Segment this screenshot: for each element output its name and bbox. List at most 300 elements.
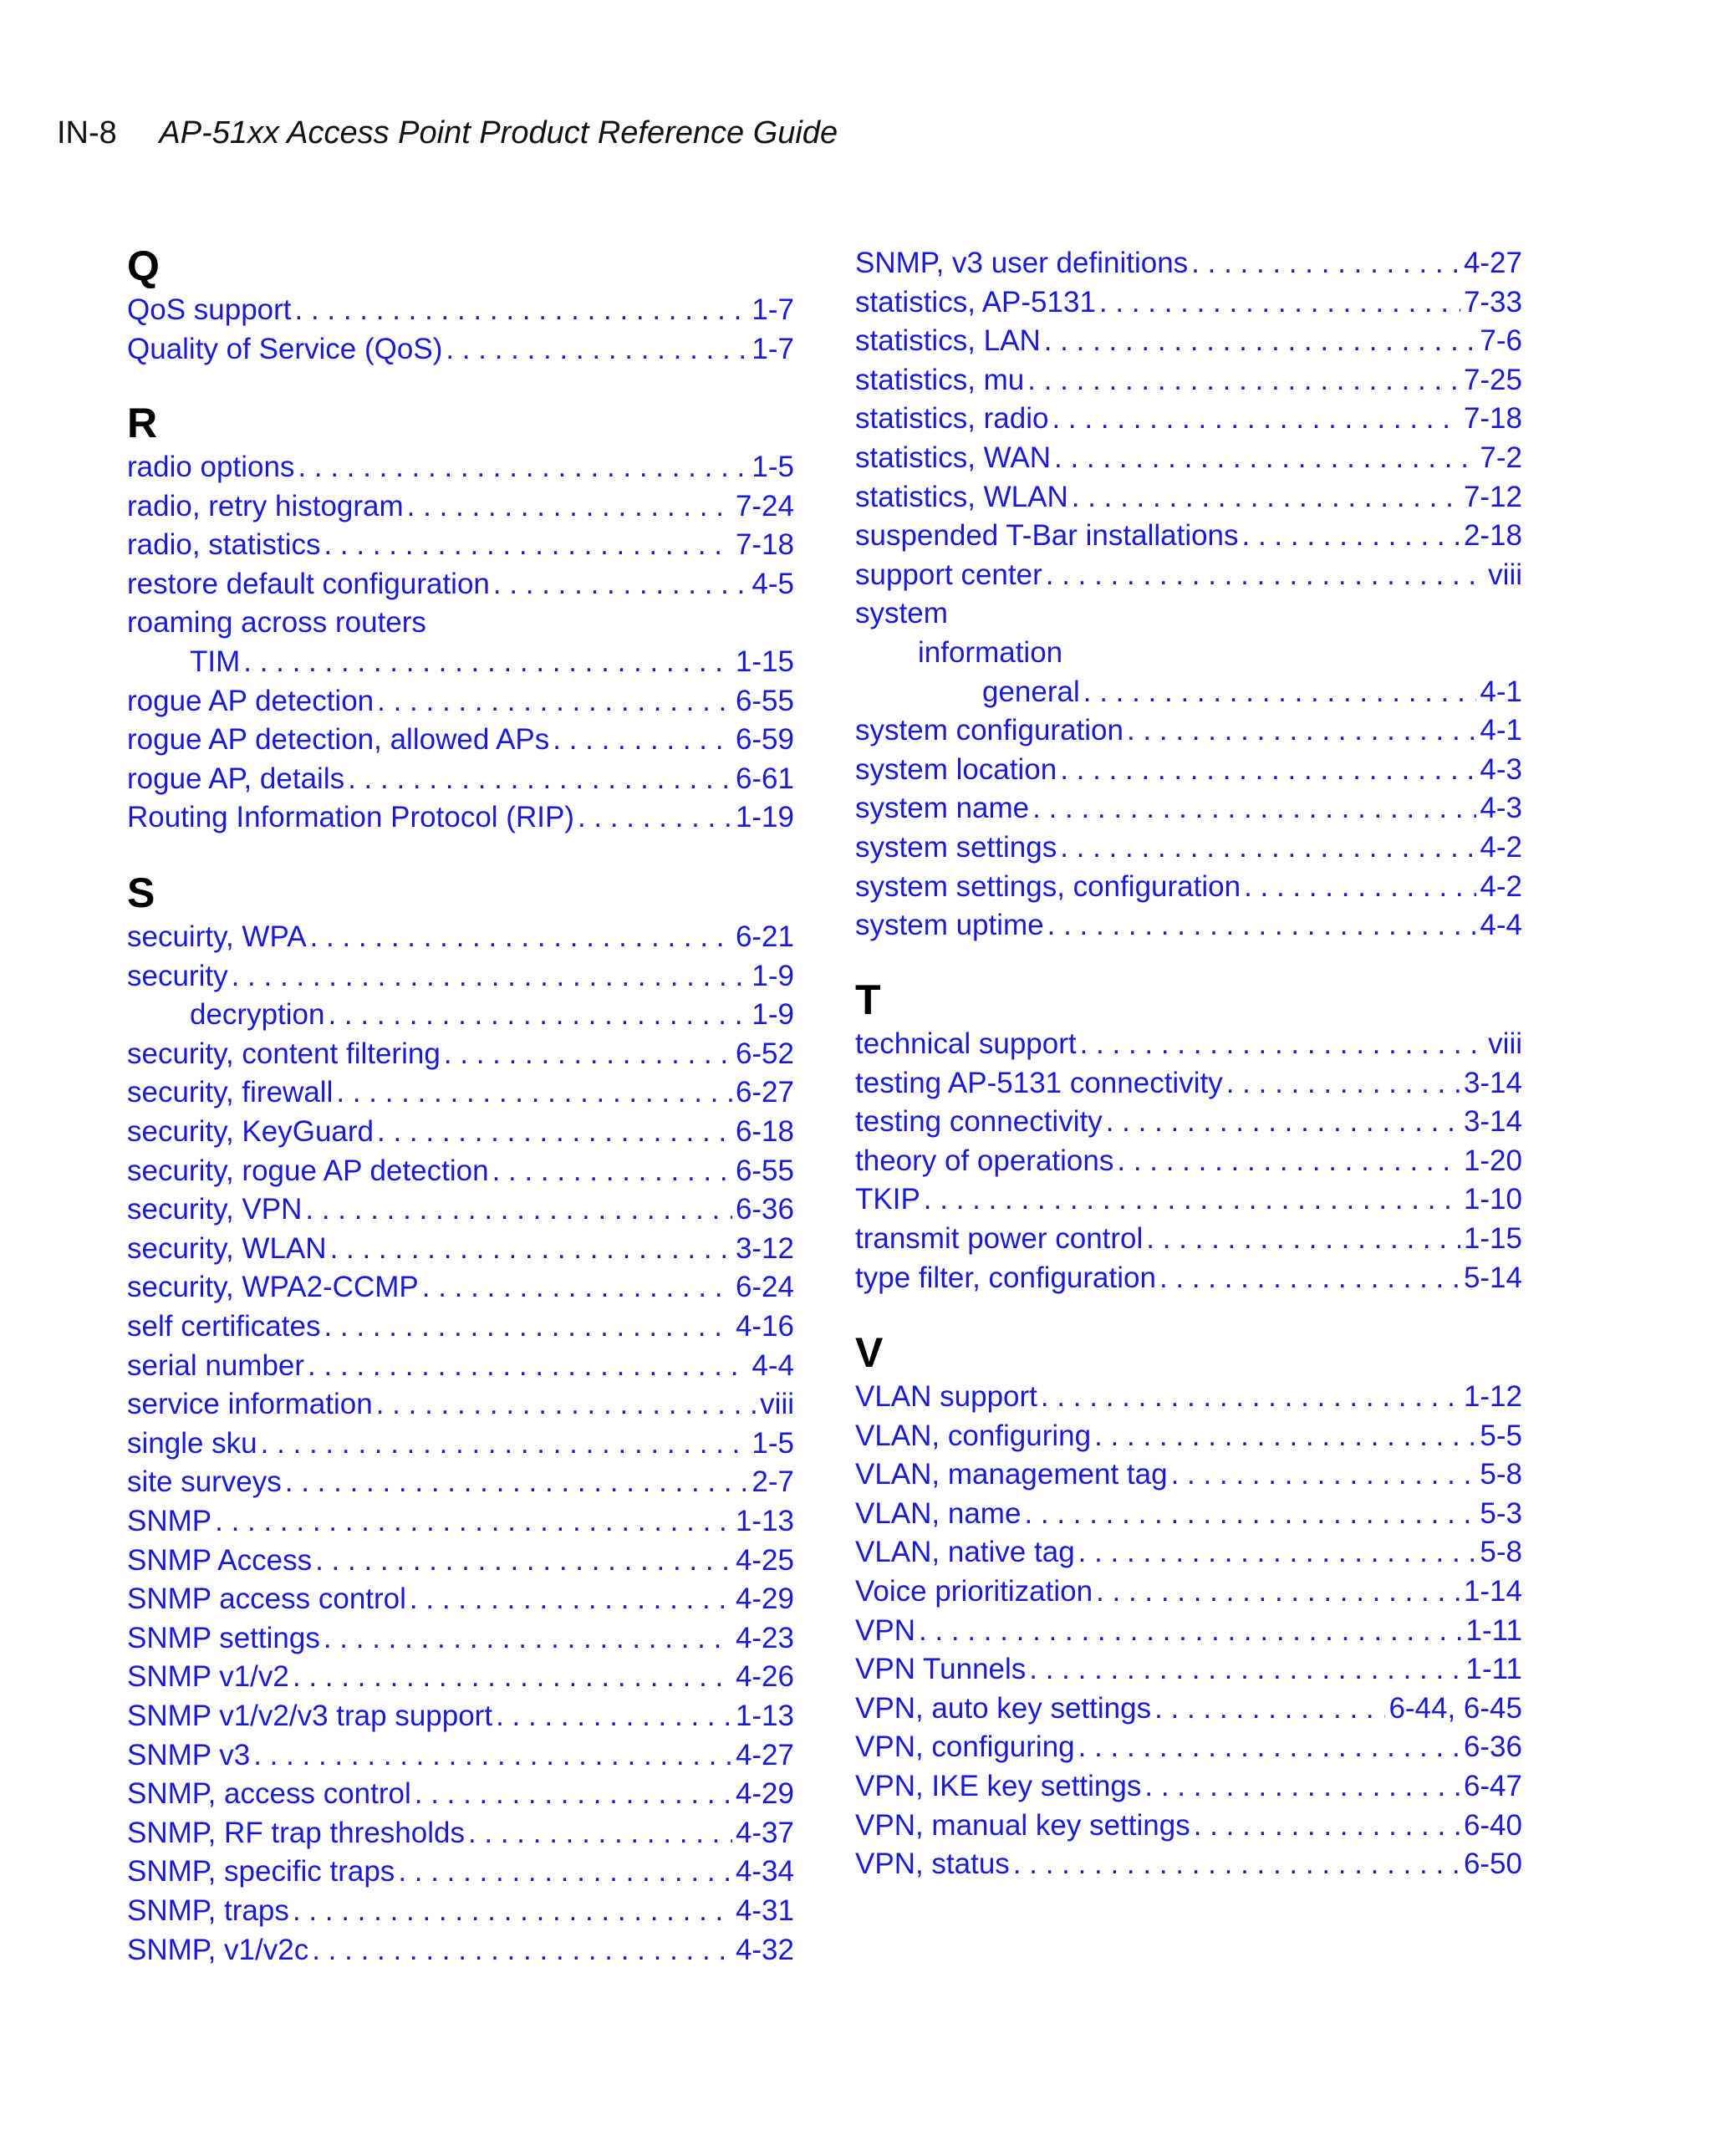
- index-page-ref: 1-13: [735, 1700, 794, 1732]
- index-term: statistics, WAN: [855, 441, 1051, 474]
- index-entry[interactable]: [127, 1931, 794, 1970]
- index-page-ref: 4-29: [735, 1777, 794, 1811]
- index-page-ref: 5-14: [1463, 1261, 1522, 1294]
- index-term: roaming across routers: [127, 606, 426, 640]
- index-page-ref: 1-14: [1463, 1575, 1522, 1608]
- dot-leader: [398, 1853, 732, 1891]
- index-entry[interactable]: [127, 1190, 794, 1229]
- dot-leader: [328, 996, 748, 1034]
- dot-leader: [1047, 906, 1477, 945]
- index-term: system location: [855, 752, 1057, 786]
- index-term: transmit power control: [855, 1222, 1144, 1255]
- index-page-ref: 1-15: [1463, 1222, 1522, 1255]
- index-entry[interactable]: [855, 400, 1522, 438]
- index-page-ref: 7-2: [1480, 441, 1522, 474]
- index-page-ref: 1-13: [735, 1505, 794, 1537]
- index-term: type filter, configuration: [855, 1261, 1156, 1294]
- index-entry[interactable]: [190, 996, 794, 1034]
- index-page-ref: 4-3: [1480, 792, 1522, 825]
- dot-leader: [1080, 1025, 1485, 1063]
- index-page-ref: 1-7: [752, 293, 794, 326]
- index-page-ref: 7-25: [1463, 363, 1522, 396]
- index-entry[interactable]: [855, 1142, 1522, 1180]
- index-term: secuirty, WPA: [127, 920, 307, 953]
- index-page-ref: 4-23: [735, 1621, 794, 1654]
- index-term: system uptime: [855, 909, 1044, 942]
- index-page-ref: 5-8: [1480, 1536, 1522, 1569]
- index-term: TIM: [190, 645, 241, 678]
- index-term: SNMP v3: [127, 1738, 251, 1771]
- index-term: SNMP: [127, 1505, 212, 1537]
- index-page-ref: 6-21: [735, 920, 794, 953]
- index-page-ref: 4-26: [735, 1660, 794, 1694]
- index-page-ref: 7-18: [1463, 402, 1522, 436]
- index-term: SNMP access control: [127, 1583, 406, 1616]
- index-page-ref: 1-9: [752, 959, 794, 992]
- section-letter-t: T: [855, 976, 881, 1023]
- dot-leader: [1226, 1064, 1460, 1103]
- index-entry[interactable]: [127, 1736, 794, 1775]
- index-page-ref: 4-27: [735, 1738, 794, 1771]
- index-term: VPN, IKE key settings: [855, 1770, 1142, 1802]
- index-page-ref: 6-24: [735, 1271, 794, 1304]
- index-entry[interactable]: [127, 1697, 794, 1736]
- index-entry[interactable]: [855, 1690, 1522, 1728]
- index-entry[interactable]: [127, 721, 794, 759]
- dot-leader: [1244, 868, 1476, 906]
- index-page-ref: 1-9: [752, 998, 794, 1032]
- index-term: testing AP-5131 connectivity: [855, 1066, 1223, 1099]
- index-page-ref: 4-1: [1480, 714, 1522, 747]
- index-entry[interactable]: [855, 1845, 1522, 1883]
- index-term: rogue AP detection: [127, 684, 374, 717]
- dot-leader: [1046, 556, 1485, 594]
- index-entry[interactable]: [855, 1650, 1522, 1689]
- index-page-ref: 4-37: [735, 1816, 794, 1849]
- dot-leader: [919, 1612, 1463, 1650]
- index-page-ref: 7-24: [735, 489, 794, 522]
- index-page-ref: 6-47: [1463, 1770, 1522, 1802]
- dot-leader: [324, 526, 731, 564]
- dot-leader: [377, 1113, 732, 1151]
- dot-leader: [1146, 1220, 1460, 1258]
- index-term: SNMP settings: [127, 1621, 320, 1654]
- index-entry[interactable]: [127, 1307, 794, 1346]
- index-entry[interactable]: [855, 439, 1522, 477]
- index-entry[interactable]: [127, 918, 794, 956]
- dot-leader: [1159, 1259, 1460, 1297]
- index-page-ref: 7-33: [1463, 285, 1522, 319]
- index-entry[interactable]: [127, 291, 794, 329]
- index-term: service information: [127, 1388, 373, 1421]
- index-page-ref: 1-5: [752, 451, 794, 483]
- index-page-ref: 7-18: [735, 528, 794, 562]
- index-term: security, WPA2-CCMP: [127, 1271, 419, 1304]
- index-page-ref: 5-8: [1480, 1458, 1522, 1491]
- index-entry[interactable]: [855, 1767, 1522, 1806]
- section-letter-r: R: [127, 400, 158, 446]
- index-page-ref: viii: [760, 1388, 794, 1421]
- dot-leader: [324, 1307, 731, 1346]
- index-entry[interactable]: [855, 361, 1522, 400]
- index-entry[interactable]: [127, 957, 794, 996]
- dot-leader: [1027, 361, 1460, 400]
- index-entry[interactable]: [855, 1180, 1522, 1219]
- index-term: VLAN, management tag: [855, 1458, 1168, 1491]
- index-entry[interactable]: [855, 1572, 1522, 1611]
- index-entry[interactable]: [127, 1892, 794, 1930]
- index-entry[interactable]: [127, 1073, 794, 1112]
- index-page-ref: 1-15: [735, 645, 794, 678]
- index-entry[interactable]: [127, 1542, 794, 1580]
- index-page-ref: 6-55: [735, 684, 794, 717]
- index-page-ref: 4-34: [735, 1855, 794, 1888]
- index-entry[interactable]: [127, 1152, 794, 1190]
- index-term: technical support: [855, 1027, 1077, 1060]
- index-page-ref: 6-50: [1463, 1848, 1522, 1881]
- index-term: self certificates: [127, 1310, 321, 1343]
- index-entry[interactable]: [982, 673, 1522, 711]
- index-page-ref: 2-18: [1463, 519, 1522, 553]
- dot-leader: [1060, 828, 1476, 867]
- index-page-ref: 6-18: [735, 1115, 794, 1148]
- index-entry[interactable]: [127, 526, 794, 564]
- dot-leader: [1024, 1495, 1476, 1533]
- index-term: system settings: [855, 831, 1057, 864]
- index-term: theory of operations: [855, 1144, 1114, 1177]
- index-entry[interactable]: [855, 1807, 1522, 1845]
- index-entry[interactable]: [855, 244, 1522, 283]
- dot-leader: [310, 918, 732, 956]
- dot-leader: [1096, 1572, 1460, 1611]
- index-term: SNMP, RF trap thresholds: [127, 1816, 465, 1849]
- index-entry[interactable]: [127, 1230, 794, 1268]
- index-term: security, WLAN: [127, 1231, 327, 1265]
- index-entry[interactable]: [127, 1775, 794, 1813]
- index-term: SNMP, traps: [127, 1894, 289, 1927]
- section-letter-v: V: [855, 1329, 884, 1376]
- dot-leader: [324, 1619, 732, 1658]
- dot-leader: [253, 1736, 732, 1775]
- index-entry[interactable]: [127, 1035, 794, 1073]
- index-term: VLAN, name: [855, 1496, 1022, 1530]
- index-entry[interactable]: [855, 1378, 1522, 1416]
- dot-leader: [261, 1425, 749, 1463]
- index-entry[interactable]: [127, 1658, 794, 1696]
- index-term: system: [855, 597, 948, 630]
- index-page-ref: 3-12: [735, 1231, 794, 1265]
- index-term: security, VPN: [127, 1193, 303, 1226]
- index-page-ref: 1-11: [1465, 1613, 1522, 1647]
- dot-leader: [243, 643, 732, 681]
- index-page-ref: 7-6: [1480, 324, 1522, 358]
- index-term: rogue AP, details: [127, 762, 345, 795]
- index-page-ref: 4-3: [1480, 752, 1522, 786]
- index-page-ref: 5-3: [1480, 1496, 1522, 1530]
- dot-leader: [422, 1268, 732, 1307]
- index-term: support center: [855, 558, 1042, 591]
- index-term: VLAN, native tag: [855, 1536, 1075, 1569]
- dot-leader: [444, 1035, 732, 1073]
- index-term: restore default configuration: [127, 567, 490, 600]
- dot-leader: [1078, 1533, 1477, 1572]
- index-term: information: [918, 636, 1063, 669]
- index-page-ref: 4-4: [752, 1348, 794, 1382]
- dot-leader: [492, 1152, 732, 1190]
- dot-leader: [336, 1073, 732, 1112]
- index-entry[interactable]: [127, 565, 794, 604]
- section-letter-q: Q: [127, 242, 160, 289]
- dot-leader: [1052, 400, 1460, 438]
- index-page-ref: viii: [1488, 1027, 1522, 1060]
- dot-leader: [1072, 478, 1460, 517]
- index-page-ref: 1-12: [1463, 1380, 1522, 1413]
- index-entry[interactable]: [190, 643, 794, 681]
- dot-leader: [1083, 673, 1477, 711]
- dot-leader: [1099, 283, 1460, 322]
- index-term: security, rogue AP detection: [127, 1154, 489, 1187]
- index-entry[interactable]: [855, 1220, 1522, 1258]
- index-term: SNMP, v1/v2c: [127, 1933, 309, 1966]
- index-entry[interactable]: [855, 1728, 1522, 1766]
- dot-leader: [407, 487, 732, 526]
- index-page-ref: 3-14: [1463, 1066, 1522, 1099]
- dot-leader: [1029, 1650, 1462, 1689]
- index-entry[interactable]: [855, 517, 1522, 555]
- index-page-ref: 4-5: [752, 567, 794, 600]
- index-entry[interactable]: [127, 1347, 794, 1385]
- index-page-ref: 1-11: [1465, 1653, 1522, 1686]
- dot-leader: [924, 1180, 1460, 1219]
- index-entry[interactable]: [855, 711, 1522, 750]
- dot-leader: [446, 330, 748, 369]
- index-entry[interactable]: [127, 1463, 794, 1501]
- index-entry[interactable]: [855, 594, 1522, 633]
- index-page-ref: 6-59: [735, 723, 794, 757]
- index-page-ref: 7-12: [1463, 480, 1522, 513]
- index-term: VPN Tunnels: [855, 1653, 1027, 1686]
- index-term: suspended T-Bar installations: [855, 519, 1239, 553]
- index-term: statistics, LAN: [855, 324, 1041, 358]
- index-page-ref: 1-19: [735, 801, 794, 834]
- index-term: security, firewall: [127, 1076, 334, 1109]
- index-page-ref: 1-10: [1463, 1183, 1522, 1216]
- index-term: VLAN support: [855, 1380, 1037, 1413]
- index-page-ref: 4-1: [1480, 675, 1522, 708]
- index-page-ref: 6-55: [735, 1154, 794, 1187]
- index-term: QoS support: [127, 293, 292, 326]
- index-entry[interactable]: [127, 1113, 794, 1151]
- index-entry[interactable]: [127, 682, 794, 721]
- dot-leader: [305, 1190, 732, 1229]
- index-term: single sku: [127, 1426, 257, 1460]
- index-entry[interactable]: [855, 478, 1522, 517]
- dot-leader: [1171, 1455, 1477, 1494]
- page-header: [57, 115, 838, 151]
- dot-leader: [1106, 1103, 1460, 1141]
- index-page-ref: 4-16: [735, 1310, 794, 1343]
- index-entry[interactable]: [127, 487, 794, 526]
- index-term: SNMP v1/v2/v3 trap support: [127, 1700, 493, 1732]
- index-page-ref: 6-27: [735, 1076, 794, 1109]
- index-entry[interactable]: [127, 330, 794, 369]
- dot-leader: [293, 1658, 732, 1696]
- index-entry[interactable]: [127, 1853, 794, 1891]
- dot-leader: [295, 291, 749, 329]
- index-term: security: [127, 959, 228, 992]
- index-term: VPN: [855, 1613, 915, 1647]
- index-term: site surveys: [127, 1465, 282, 1499]
- index-term: SNMP Access: [127, 1543, 313, 1577]
- dot-leader: [293, 1892, 732, 1930]
- index-entry[interactable]: [855, 1064, 1522, 1103]
- index-page-ref: 4-32: [735, 1933, 794, 1966]
- dot-leader: [578, 798, 732, 837]
- index-term: statistics, WLAN: [855, 480, 1068, 513]
- index-entry[interactable]: [855, 1612, 1522, 1650]
- dot-leader: [1060, 751, 1476, 789]
- index-entry[interactable]: [855, 322, 1522, 360]
- dot-leader: [1032, 789, 1476, 828]
- index-entry[interactable]: [855, 1533, 1522, 1572]
- guide-title: AP-51xx Access Point Product Reference Guide: [159, 115, 838, 150]
- index-page-ref: 4-2: [1480, 869, 1522, 903]
- index-entry[interactable]: [855, 556, 1522, 594]
- index-page-ref: 4-31: [735, 1894, 794, 1927]
- index-entry[interactable]: [855, 1103, 1522, 1141]
- index-entry[interactable]: [855, 828, 1522, 867]
- dot-leader: [493, 565, 749, 604]
- index-entry[interactable]: [855, 1025, 1522, 1063]
- page-number: IN-8: [57, 115, 117, 150]
- index-term: testing connectivity: [855, 1105, 1103, 1139]
- index-page-ref: 4-4: [1480, 909, 1522, 942]
- dot-leader: [1117, 1142, 1460, 1180]
- index-page-ref: 4-2: [1480, 831, 1522, 864]
- index-entry[interactable]: [855, 1259, 1522, 1297]
- index-entry[interactable]: [855, 906, 1522, 945]
- index-entry[interactable]: [127, 604, 794, 642]
- index-page-ref: 2-7: [752, 1465, 794, 1499]
- index-term: VPN, configuring: [855, 1730, 1075, 1764]
- index-entry[interactable]: [127, 1268, 794, 1307]
- dot-leader: [415, 1775, 732, 1813]
- dot-leader: [377, 682, 732, 721]
- index-page-ref: 6-52: [735, 1037, 794, 1070]
- index-entry[interactable]: [127, 1814, 794, 1853]
- index-page-ref: 6-61: [735, 762, 794, 795]
- index-term: SNMP, access control: [127, 1777, 411, 1811]
- index-term: rogue AP detection, allowed APs: [127, 723, 550, 757]
- dot-leader: [496, 1697, 732, 1736]
- dot-leader: [308, 1347, 748, 1385]
- index-entry[interactable]: [127, 760, 794, 798]
- index-page-ref: 4-29: [735, 1583, 794, 1616]
- index-page-ref: 6-40: [1463, 1808, 1522, 1842]
- index-entry[interactable]: [127, 1580, 794, 1618]
- index-entry[interactable]: [855, 1495, 1522, 1533]
- index-term: VPN, auto key settings: [855, 1691, 1152, 1725]
- index-term: system configuration: [855, 714, 1124, 747]
- index-entry[interactable]: [855, 789, 1522, 828]
- index-term: serial number: [127, 1348, 305, 1382]
- index-term: system settings, configuration: [855, 869, 1241, 903]
- index-term: Voice prioritization: [855, 1575, 1093, 1608]
- dot-leader: [410, 1580, 732, 1618]
- index-entry[interactable]: [855, 868, 1522, 906]
- index-entry[interactable]: [855, 1455, 1522, 1494]
- index-entry[interactable]: [127, 1619, 794, 1658]
- dot-leader: [348, 760, 732, 798]
- index-page-ref: 4-27: [1463, 247, 1522, 279]
- section-letter-s: S: [127, 869, 155, 916]
- index-term: TKIP: [855, 1183, 920, 1216]
- dot-leader: [1054, 439, 1476, 477]
- dot-leader: [553, 721, 732, 759]
- dot-leader: [1078, 1728, 1460, 1766]
- index-term: statistics, radio: [855, 402, 1049, 436]
- index-term: general: [982, 675, 1080, 708]
- index-term: statistics, mu: [855, 363, 1025, 396]
- dot-leader: [468, 1814, 732, 1853]
- index-entry[interactable]: [855, 751, 1522, 789]
- index-entry[interactable]: [855, 283, 1522, 322]
- index-entry[interactable]: [855, 1417, 1522, 1455]
- dot-leader: [215, 1502, 732, 1541]
- dot-leader: [312, 1931, 732, 1970]
- index-term: radio options: [127, 451, 295, 483]
- index-term: VPN, manual key settings: [855, 1808, 1190, 1842]
- index-entry[interactable]: [918, 634, 1522, 672]
- index-term: decryption: [190, 998, 325, 1032]
- dot-leader: [1127, 711, 1476, 750]
- index-page-ref: viii: [1488, 558, 1522, 591]
- index-term: security, KeyGuard: [127, 1115, 374, 1148]
- index-term: Routing Information Protocol (RIP): [127, 801, 574, 834]
- index-entry[interactable]: [127, 448, 794, 487]
- dot-leader: [298, 448, 748, 487]
- dot-leader: [1144, 1767, 1460, 1806]
- dot-leader: [315, 1542, 732, 1580]
- dot-leader: [285, 1463, 749, 1501]
- index-term: SNMP, v3 user definitions: [855, 247, 1189, 279]
- dot-leader: [1154, 1690, 1385, 1728]
- index-term: SNMP, specific traps: [127, 1855, 395, 1888]
- index-term: radio, statistics: [127, 528, 321, 562]
- index-page-ref: 6-44, 6-45: [1388, 1691, 1522, 1725]
- index-term: statistics, AP-5131: [855, 285, 1096, 319]
- index-page-ref: 1-5: [752, 1426, 794, 1460]
- index-term: VLAN, configuring: [855, 1419, 1092, 1452]
- index-page-ref: 3-14: [1463, 1105, 1522, 1139]
- dot-leader: [1242, 517, 1460, 555]
- index-entry[interactable]: [127, 1425, 794, 1463]
- index-term: Quality of Service (QoS): [127, 332, 443, 365]
- index-term: SNMP v1/v2: [127, 1660, 289, 1694]
- index-entry[interactable]: [127, 798, 794, 837]
- dot-leader: [1094, 1417, 1476, 1455]
- dot-leader: [1191, 244, 1460, 283]
- dot-leader: [1194, 1807, 1460, 1845]
- index-term: security, content filtering: [127, 1037, 441, 1070]
- index-page-ref: 1-7: [752, 332, 794, 365]
- index-entry[interactable]: [127, 1502, 794, 1541]
- index-term: system name: [855, 792, 1030, 825]
- index-page-ref: 4-25: [735, 1543, 794, 1577]
- index-entry[interactable]: [127, 1385, 794, 1424]
- dot-leader: [1013, 1845, 1460, 1883]
- dot-leader: [330, 1230, 732, 1268]
